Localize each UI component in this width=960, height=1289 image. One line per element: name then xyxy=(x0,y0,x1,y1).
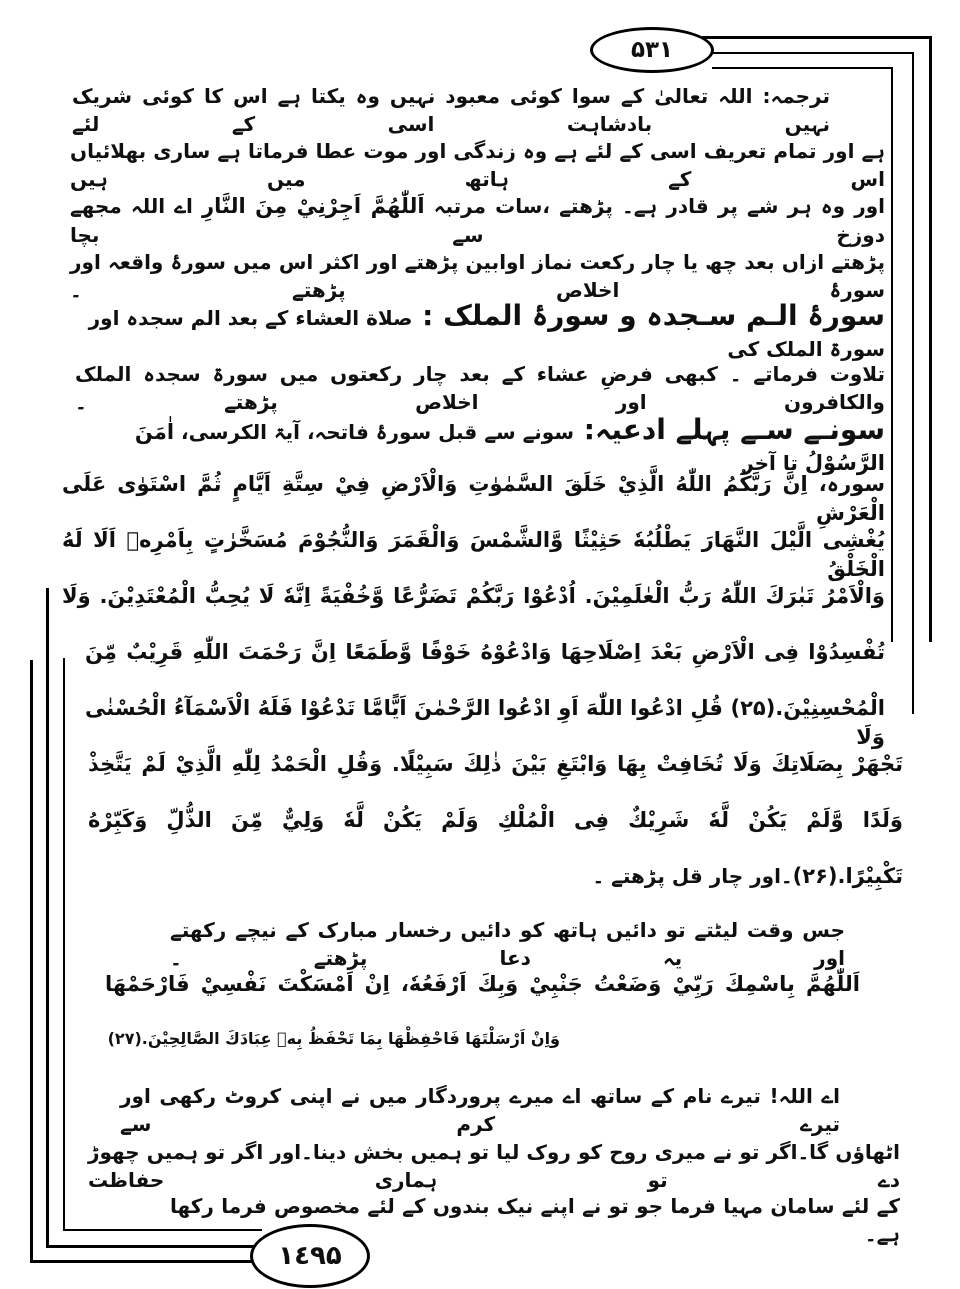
heading-separator: : xyxy=(574,413,595,446)
heading-separator: : xyxy=(412,299,444,332)
section-intro: سونے سے قبل سورۂ فاتحہ، آیۃ الکرسی، xyxy=(174,420,575,444)
dua-line: وَاِنْ اَرْسَلْتَهَا فَاحْفِظْهَا بِمَا تَحْفَظُ بِهٖ عِبَادَكَ الصَّالِحِيْنَ.(۲۷) xyxy=(107,1029,560,1048)
border-top-inner xyxy=(712,67,893,69)
border-top-middle xyxy=(706,52,914,54)
dua-translation-line: کے لئے سامان مہیا فرما جو تو نے اپنے نیک بندوں کے لئے مخصوص فرما رکھا ہے۔ xyxy=(170,1194,900,1246)
section-title: سورۂ الـم سـجدہ و سورۂ الملک xyxy=(443,299,885,332)
border-left-outer xyxy=(30,660,33,1263)
quran-line: تُفْسِدُوْا فِى الْاَرْضِ بَعْدَ اِصْلَاحِهَا وَادْعُوْهُ خَوْفًا وَّطَمَعًا اِنَّ رَحْمَتَ اللّٰهِ قَرِيْبٌ مِّنَ xyxy=(85,640,885,664)
translation-line: ترجمہ: اللہ تعالیٰ کے سوا کوئی معبود نہیں وہ یکتا ہے اس کا کوئی شریک نہیں بادشاہت اسی کے لئے xyxy=(72,84,830,136)
section-heading-alif-laam-sajdah xyxy=(65,296,885,363)
arabic-text: تَكْبِيْرًا.(۲۶) xyxy=(792,864,903,888)
page-number-oval-bottom xyxy=(250,1224,370,1288)
translation-line: ہے اور تمام تعریف اسی کے لئے ہے وہ زندگی اور موت عطا فرماتا ہے ساری بھلائیاں اس کے ہاتھ میں ہیں xyxy=(70,139,885,191)
border-top-outer xyxy=(702,36,932,39)
dua-line: اَللّٰهُمَّ بِاسْمِكَ رَبِّيْ وَضَعْتُ جَنْبِيْ وَبِكَ اَرْفَعُهٗ، اِنْ اَمْسَكْتَ نَفْسِيْ فَارْحَمْهَا xyxy=(105,972,860,996)
page-number-top: ۵۳۱ xyxy=(630,37,674,63)
arabic-inline: اٰمَنَ الرَّسُوْلُ xyxy=(134,420,885,476)
border-left-middle xyxy=(46,588,49,1248)
border-bottom-outer xyxy=(30,1260,254,1263)
quran-line: وَلَدًا وَّلَمْ يَكُنْ لَّهٗ شَرِيْكٌ فِى الْمُلْكِ وَلَمْ يَكُنْ لَّهٗ وَلِيٌّ مِّنَ الذُّلِّ وَكَبِّرْهُ xyxy=(88,808,903,832)
urdu-text: ۔اور چار قل پڑھتے ۔ xyxy=(592,864,793,888)
quran-line: تَجْهَرْ بِصَلَاتِكَ وَلَا تُخَافِتْ بِهَا وَابْتَغِ بَيْنَ ذٰلِكَ سَبِيْلًا. وَقُلِ الْحَمْدُ لِلّٰهِ الَّذِيْ لَمْ يَتَّخِذْ xyxy=(88,752,903,776)
border-right-outer xyxy=(929,36,932,642)
arabic-dua-inline: اَللّٰهُمَّ اَجِرْنِيْ مِنَ النَّارِ xyxy=(202,194,425,218)
border-right-middle xyxy=(912,52,914,714)
quran-line: وَالْاَمْرُ تَبٰرَكَ اللّٰهُ رَبُّ الْعٰلَمِيْنَ. اُدْعُوْا رَبَّكُمْ تَضَرُّعًا وَّخُفْيَةً اِنَّهٗ لَا يُحِبُّ الْمُعْتَدِيْنَ. وَلَا xyxy=(62,584,885,608)
quran-line: يُغْشِى الَّيْلَ النَّهَارَ يَطْلُبُهٗ حَثِيْثًا وَّالشَّمْسَ وَالْقَمَرَ وَالنُّجُوْمَ مُسَخَّرٰتٍ بِاَمْرِهٖ اَلَا لَهُ الْخَلْقُ xyxy=(62,528,885,582)
translation-line: پڑھتے ازاں بعد چھ یا چار رکعت نماز اوابین پڑھتے اور اکثر اس میں سورۂ واقعہ اور سورۂ اخلاص پڑھتے ۔ xyxy=(70,250,885,302)
section-body-line: تلاوت فرماتے ۔ کبھی فرضِ عشاء کے بعد چار رکعتوں میں سورۃ سجدہ الملک والکافرون اور اخلاص پڑھتے ۔ xyxy=(75,362,885,414)
border-left-inner xyxy=(63,658,65,1231)
quran-line: سورہ، اِنَّ رَبَّكُمُ اللّٰهُ الَّذِيْ خَلَقَ السَّمٰوٰتِ وَالْاَرْضِ فِيْ سِتَّةِ اَيَّامٍ ثُمَّ اسْتَوٰى عَلَى الْعَرْشِ xyxy=(62,472,885,526)
section-title: سونـے سـے پہلے ادعیہ xyxy=(594,413,885,446)
dua-translation-line: اے اللہ! تیرے نام کے ساتھ اے میرے پروردگار میں نے اپنی کروٹ رکھی اور تیرے کرم سے xyxy=(120,1084,840,1136)
section-intro: صلاة العشاء کے بعد الم سجدہ اور سورۃ الملک کی xyxy=(88,306,885,362)
section-intro: تا آخر xyxy=(742,451,805,476)
quran-line: الْمُحْسِنِيْنَ.(۲۵) قُلِ ادْعُوا اللّٰهَ اَوِ ادْعُوا الرَّحْمٰنَ اَيًّامَّا تَدْعُوْا فَلَهُ الْاَسْمَآءُ الْحُسْنٰى وَلَا xyxy=(85,696,885,750)
page-number-bottom: ۱٤۹۵ xyxy=(278,1241,342,1271)
translation-line-with-arabic xyxy=(70,192,885,249)
page-number-oval-top xyxy=(590,27,714,73)
quran-end-line xyxy=(400,862,903,891)
urdu-text: اے اللہ مجھے دوزخ سے بچا xyxy=(70,194,885,248)
border-right-inner xyxy=(891,67,893,642)
dua-translation-line: اٹھاؤں گا۔اگر تو نے میری روح کو روک لیا تو ہمیں بخش دینا۔اور اگر تو ہمیں چھوڑ دے تو ہماری حفاظت xyxy=(88,1140,900,1192)
section-heading-before-sleep xyxy=(65,410,885,479)
urdu-text: اور وہ ہر شے پر قادر ہے۔ پڑھتے ،سات مرتبہ xyxy=(424,194,885,218)
sleep-instruction-line: جس وقت لیٹتے تو دائیں ہاتھ کو دائیں رخسار مبارک کے نیچے رکھتے اور یہ دعا پڑھتے ۔ xyxy=(170,918,845,970)
